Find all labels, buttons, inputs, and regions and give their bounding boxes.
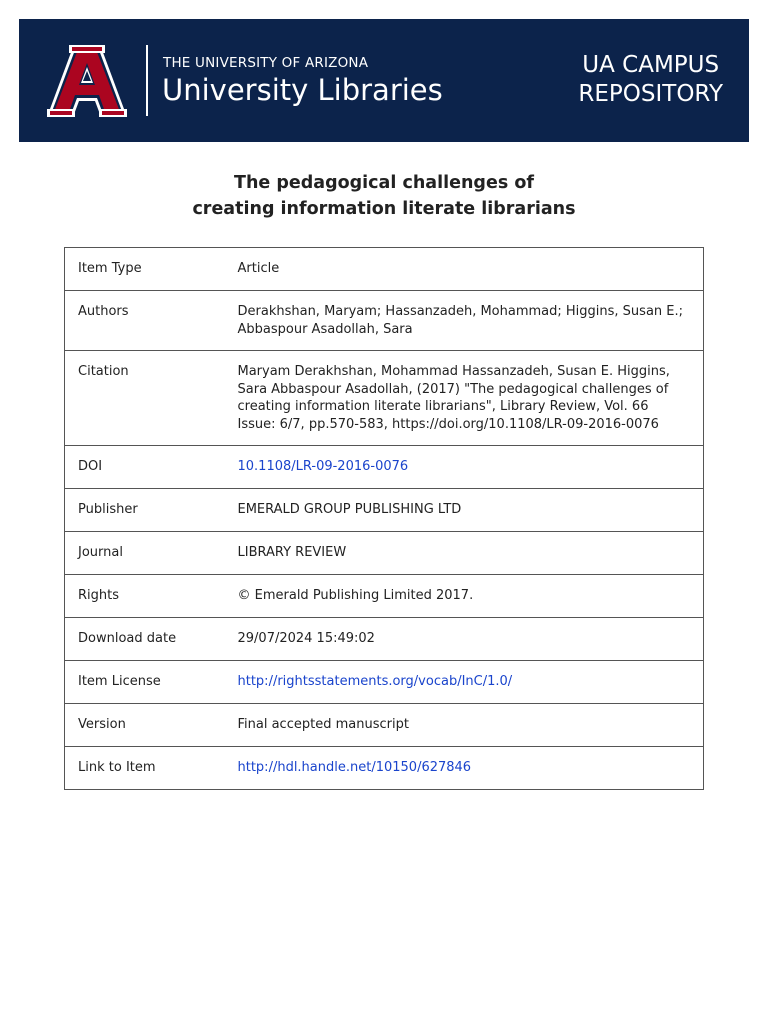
metadata-label: DOI <box>65 446 225 489</box>
metadata-value-cell: © Emerald Publishing Limited 2017. <box>225 575 704 618</box>
metadata-label: Item Type <box>65 248 225 291</box>
metadata-label: Link to Item <box>65 747 225 790</box>
metadata-row <box>65 351 704 446</box>
metadata-value-cell: Final accepted manuscript <box>225 704 704 747</box>
document-title <box>0 170 768 222</box>
metadata-label: Journal <box>65 532 225 575</box>
metadata-link[interactable]: http://rightsstatements.org/vocab/InC/1.0/ <box>237 674 513 689</box>
metadata-row <box>65 661 704 704</box>
repository-line-1: UA CAMPUS <box>582 52 720 78</box>
metadata-row <box>65 446 704 489</box>
metadata-row <box>65 747 704 790</box>
metadata-row <box>65 489 704 532</box>
metadata-value-cell: Article <box>225 248 704 291</box>
metadata-value-cell: 29/07/2024 15:49:02 <box>225 618 704 661</box>
metadata-label: Citation <box>65 351 225 446</box>
metadata-link[interactable]: 10.1108/LR-09-2016-0076 <box>237 459 409 474</box>
logo-divider <box>146 45 148 116</box>
university-name: THE UNIVERSITY OF ARIZONA <box>163 55 369 71</box>
metadata-row <box>65 248 704 291</box>
metadata-row <box>65 291 704 351</box>
metadata-table <box>64 247 704 790</box>
metadata-row <box>65 532 704 575</box>
metadata-label: Version <box>65 704 225 747</box>
metadata-label: Item License <box>65 661 225 704</box>
title-line-2: creating information literate librarians <box>192 199 576 219</box>
title-line-1: The pedagogical challenges of <box>234 173 534 193</box>
metadata-value-cell: LIBRARY REVIEW <box>225 532 704 575</box>
metadata-label: Authors <box>65 291 225 351</box>
metadata-row <box>65 575 704 618</box>
header-banner <box>19 19 749 142</box>
metadata-label: Rights <box>65 575 225 618</box>
metadata-value-cell <box>225 446 704 489</box>
metadata-label: Download date <box>65 618 225 661</box>
metadata-value-cell: Derakhshan, Maryam; Hassanzadeh, Mohammad; Higgins, Susan E.; Abbaspour Asadollah, Sara <box>225 291 704 351</box>
metadata-row <box>65 704 704 747</box>
repository-line-2: REPOSITORY <box>578 81 723 107</box>
metadata-value-cell <box>225 661 704 704</box>
metadata-value-cell: EMERALD GROUP PUBLISHING LTD <box>225 489 704 532</box>
metadata-label: Publisher <box>65 489 225 532</box>
libraries-name: University Libraries <box>162 73 443 107</box>
block-a-logo-icon <box>45 43 129 119</box>
metadata-row <box>65 618 704 661</box>
metadata-link[interactable]: http://hdl.handle.net/10150/627846 <box>237 760 472 775</box>
metadata-value-cell <box>225 747 704 790</box>
repository-name <box>578 51 723 109</box>
metadata-value-cell: Maryam Derakhshan, Mohammad Hassanzadeh, Susan E. Higgins, Sara Abbaspour Asadollah, (2017) "The pedagogical challenges of creating information literate librarians", Library Review, Vol. 66 Issue: 6/7, pp.570-583, https://doi.org/10.1108/LR-09-2016-0076 <box>225 351 704 446</box>
